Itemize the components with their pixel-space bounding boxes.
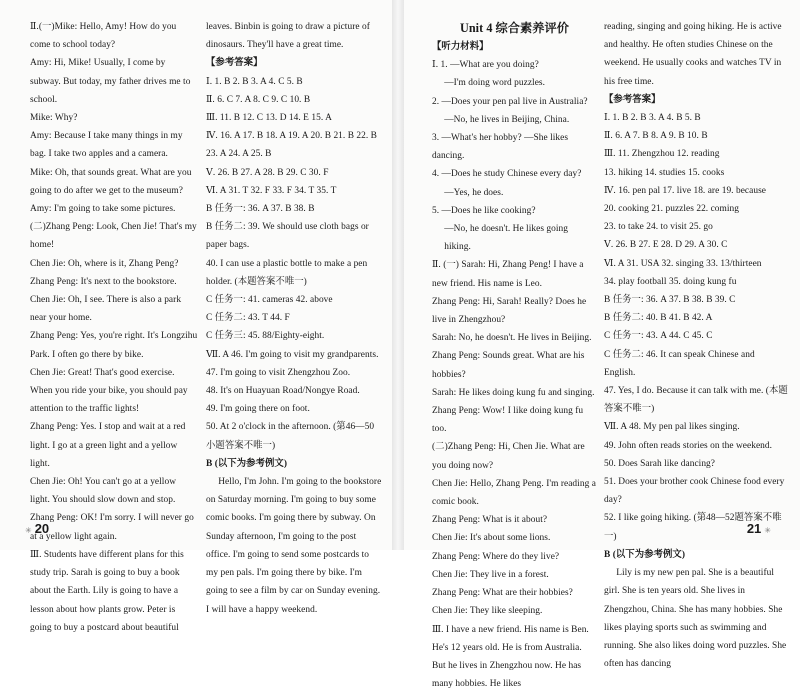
answer-line: 23. to take 24. to visit 25. go <box>604 218 788 236</box>
unit-title: Unit 4 综合素养评价 <box>432 18 597 38</box>
answer-line: 48. It's on Huayuan Road/Nongye Road. <box>206 382 382 400</box>
answer-line: Ⅵ. A 31. T 32. F 33. F 34. T 35. T <box>206 182 382 200</box>
answer-line: Ⅱ. 6. A 7. B 8. A 9. B 10. B <box>604 127 788 145</box>
answer-line: Ⅳ. 16. A 17. B 18. A 19. A 20. B 21. B 22. B 23. A 24. A 25. B <box>206 127 382 163</box>
answer-line: C 任务一: 41. cameras 42. above <box>206 291 382 309</box>
transcript-line: Zhang Peng: Hi, Sarah! Really? Does he live in Zhengzhou? <box>432 293 597 329</box>
answer-line: 52. I like going hiking. (第48—52题答案不唯一) <box>604 509 788 545</box>
transcript-line: Sarah: He likes doing kung fu and singing. <box>432 384 597 402</box>
answer-line: 13. hiking 14. studies 15. cooks <box>604 164 788 182</box>
transcript-line: Chen Jie: Hello, Zhang Peng. I'm reading a comic book. <box>432 475 597 511</box>
left-column-1 <box>30 18 198 637</box>
answer-line: 20. cooking 21. puzzles 22. coming <box>604 200 788 218</box>
transcript-line: —I'm doing word puzzles. <box>432 74 597 92</box>
transcript-line: Chen Jie: Oh, I see. There is also a park near your home. <box>30 291 198 327</box>
transcript-line: —No, he lives in Beijing, China. <box>432 111 597 129</box>
answers-heading: 【参考答案】 <box>206 54 382 72</box>
answer-line: Ⅵ. A 31. USA 32. singing 33. 13/thirteen <box>604 255 788 273</box>
answer-line: 34. play football 35. doing kung fu <box>604 273 788 291</box>
answer-line: 40. I can use a plastic bottle to make a pen holder. (本题答案不唯一) <box>206 255 382 291</box>
transcript-line: Chen Jie: Oh! You can't go at a yellow light. You should slow down and stop. <box>30 473 198 509</box>
star-ornament-icon: ✳ <box>764 526 771 535</box>
answer-line: C 任务二: 43. T 44. F <box>206 309 382 327</box>
transcript-line: Zhang Peng: What are their hobbies? <box>432 584 597 602</box>
answer-line: Ⅰ. 1. B 2. B 3. A 4. C 5. B <box>206 73 382 91</box>
transcript-line: —No, he doesn't. He likes going hiking. <box>432 220 597 256</box>
answer-line: Ⅴ. 26. B 27. A 28. B 29. C 30. F <box>206 164 382 182</box>
transcript-line: Zhang Peng: What is it about? <box>432 511 597 529</box>
transcript-line: Mike: Oh, that sounds great. What are you going to do after we get to the museum? <box>30 164 198 200</box>
sample-essay-label: B (以下为参考例文) <box>604 546 788 564</box>
right-page <box>404 0 800 550</box>
answer-line: Ⅶ. A 48. My pen pal likes singing. <box>604 418 788 436</box>
answer-line: B 任务二: 40. B 41. B 42. A <box>604 309 788 327</box>
answer-line: Ⅲ. 11. B 12. C 13. D 14. E 15. A <box>206 109 382 127</box>
listening-heading: 【听力材料】 <box>432 38 597 56</box>
answer-line: Ⅴ. 26. B 27. E 28. D 29. A 30. C <box>604 236 788 254</box>
answer-line: 49. I'm going there on foot. <box>206 400 382 418</box>
left-page <box>0 0 392 550</box>
transcript-line: Ⅱ. (一) Sarah: Hi, Zhang Peng! I have a new friend. His name is Leo. <box>432 256 597 292</box>
answer-line: Ⅶ. A 46. I'm going to visit my grandparents. <box>206 346 382 364</box>
transcript-line: —Yes, he does. <box>432 184 597 202</box>
answer-line: 47. I'm going to visit Zhengzhou Zoo. <box>206 364 382 382</box>
transcript-line: (二)Zhang Peng: Look, Chen Jie! That's my home! <box>30 218 198 254</box>
transcript-line: Zhang Peng: Yes, you're right. It's Longzihu Park. I often go there by bike. <box>30 327 198 363</box>
sample-essay: Hello, I'm John. I'm going to the bookstore on Saturday morning. I'm going to buy some comic books. I'm going there by subway. On Sunday afternoon, I'm going to the post office. I'm going to send some postcards to my pen pals. I'm going there by bike. I'm going to see a film by car on Sunday evening. I will have a happy weekend. <box>206 473 382 619</box>
answer-line: 50. Does Sarah like dancing? <box>604 455 788 473</box>
transcript-line: Chen Jie: It's about some lions. <box>432 529 597 547</box>
transcript-line: Zhang Peng: Yes. I stop and wait at a red light. I go at a green light and a yellow light. <box>30 418 198 473</box>
star-ornament-icon: ✳ <box>25 526 32 535</box>
transcript-line: Chen Jie: They like sleeping. <box>432 602 597 620</box>
transcript-line: Zhang Peng: Wow! I like doing kung fu too. <box>432 402 597 438</box>
book-gutter <box>392 0 404 550</box>
transcript-line: Chen Jie: Oh, where is it, Zhang Peng? <box>30 255 198 273</box>
answer-line: 51. Does your brother cook Chinese food every day? <box>604 473 788 509</box>
transcript-line: 2. —Does your pen pal live in Australia? <box>432 93 597 111</box>
sample-essay: Lily is my new pen pal. She is a beautiful girl. She is ten years old. She lives in Zhengzhou, China. She has many hobbies. She likes playing sports such as swimming and running. She also likes doing word puzzles. She often has dancing <box>604 564 788 673</box>
transcript-line: Amy: I'm going to take some pictures. <box>30 200 198 218</box>
transcript-line: Ⅰ. 1. —What are you doing? <box>432 56 597 74</box>
answers-heading: 【参考答案】 <box>604 91 788 109</box>
answer-line: Ⅲ. 11. Zhengzhou 12. reading <box>604 145 788 163</box>
transcript-line: (二)Zhang Peng: Hi, Chen Jie. What are you doing now? <box>432 438 597 474</box>
page-number-left: ✳ 20 <box>22 521 49 536</box>
transcript-line: Chen Jie: They live in a forest. <box>432 566 597 584</box>
transcript-line: Sarah: No, he doesn't. He lives in Beijing. <box>432 329 597 347</box>
transcript-line: Zhang Peng: It's next to the bookstore. <box>30 273 198 291</box>
transcript-paragraph: Ⅲ. I have a new friend. His name is Ben. He's 12 years old. He is from Australia. But he lives in Zhengzhou now. He has many hobbies. He likes <box>432 621 597 693</box>
transcript-line: Amy: Because I take many things in my bag. I take two apples and a camera. <box>30 127 198 163</box>
sample-essay-label: B (以下为参考例文) <box>206 455 382 473</box>
transcript-line: Mike: Why? <box>30 109 198 127</box>
answer-line: Ⅱ. 6. C 7. A 8. C 9. C 10. B <box>206 91 382 109</box>
answer-line: Ⅳ. 16. pen pal 17. live 18. are 19. because <box>604 182 788 200</box>
answer-line: C 任务一: 43. A 44. C 45. C <box>604 327 788 345</box>
answer-line: Ⅰ. 1. B 2. B 3. A 4. B 5. B <box>604 109 788 127</box>
transcript-line: Amy: Hi, Mike! Usually, I come by subway. But today, my father drives me to school. <box>30 54 198 109</box>
answer-line: 47. Yes, I do. Because it can talk with me. (本题答案不唯一) <box>604 382 788 418</box>
transcript-line: reading, singing and going hiking. He is active and healthy. He often studies Chinese on the weekend. He usually cooks and watches TV in his free time. <box>604 18 788 91</box>
transcript-line: Zhang Peng: Where do they live? <box>432 548 597 566</box>
transcript-line: Chen Jie: Great! That's good exercise. When you ride your bike, you should pay attention to the traffic lights! <box>30 364 198 419</box>
answer-line: 49. John often reads stories on the weekend. <box>604 437 788 455</box>
transcript-line: 5. —Does he like cooking? <box>432 202 597 220</box>
answer-line: 50. At 2 o'clock in the afternoon. (第46—50小题答案不唯一) <box>206 418 382 454</box>
transcript-line: leaves. Binbin is going to draw a picture of dinosaurs. They'll have a great time. <box>206 18 382 54</box>
transcript-line: Ⅱ.(一)Mike: Hello, Amy! How do you come to school today? <box>30 18 198 54</box>
transcript-line: Zhang Peng: Sounds great. What are his hobbies? <box>432 347 597 383</box>
right-column-2 <box>604 18 788 673</box>
transcript-line: Zhang Peng: OK! I'm sorry. I will never go at a yellow light again. <box>30 509 198 545</box>
left-column-2 <box>206 18 382 619</box>
answer-line: B 任务一: 36. A 37. B 38. B 39. C <box>604 291 788 309</box>
transcript-line: 3. —What's her hobby? —She likes dancing. <box>432 129 597 165</box>
page-number-right: 21 ✳ <box>747 521 774 536</box>
answer-line: B 任务二: 39. We should use cloth bags or paper bags. <box>206 218 382 254</box>
right-column-1 <box>432 18 597 693</box>
transcript-line: 4. —Does he study Chinese every day? <box>432 165 597 183</box>
answer-line: B 任务一: 36. A 37. B 38. B <box>206 200 382 218</box>
transcript-paragraph: Ⅲ. Students have different plans for this study trip. Sarah is going to buy a book about the Earth. Lily is going to have a lesson about how plants grow. Peter is going to buy a postcard about beautiful <box>30 546 198 637</box>
answer-line: C 任务二: 46. It can speak Chinese and English. <box>604 346 788 382</box>
answer-line: C 任务三: 45. 88/Eighty-eight. <box>206 327 382 345</box>
